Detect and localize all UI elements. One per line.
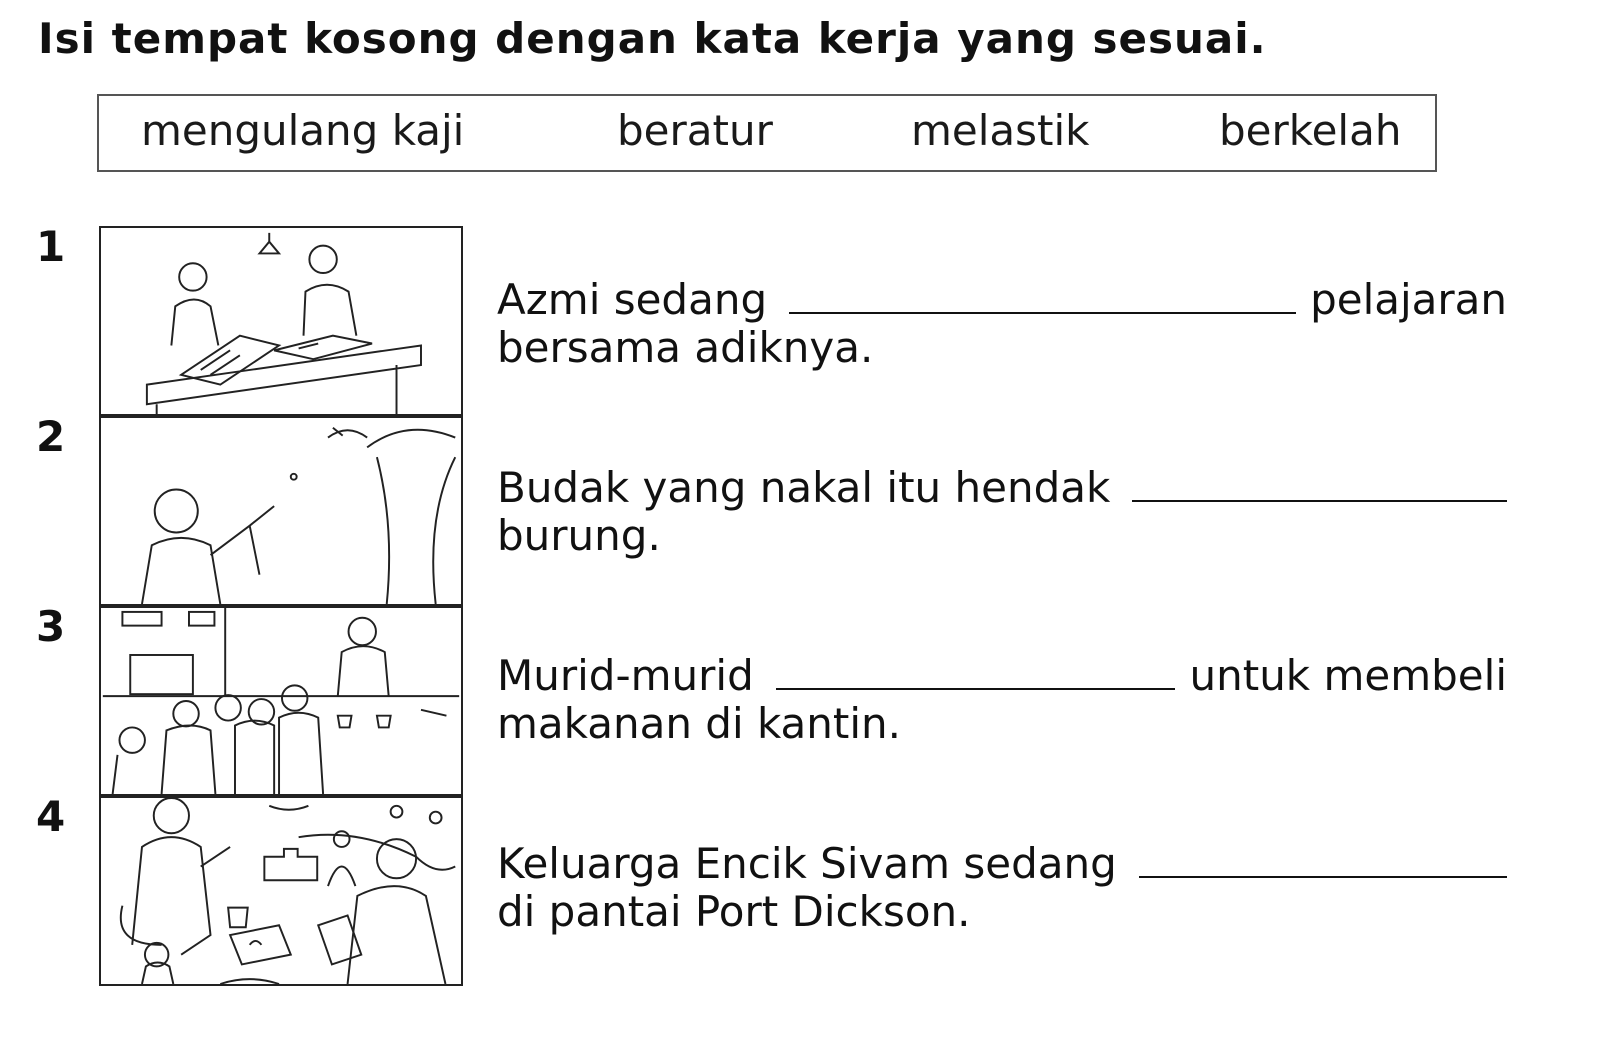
answer-blank[interactable]: [789, 282, 1296, 314]
illustration-canteen-queue: [99, 606, 463, 796]
answer-blank[interactable]: [1139, 846, 1507, 878]
word-bank: [97, 94, 1437, 172]
sentence-text: Murid-murid: [497, 651, 754, 700]
question-number: 1: [36, 222, 66, 271]
sentence-text: untuk membeli: [1189, 651, 1507, 700]
question-sentence: [497, 276, 1507, 372]
question-sentence: [497, 464, 1507, 560]
sentence-text: di pantai Port Dickson.: [497, 887, 971, 936]
word-bank-item: beratur: [617, 106, 773, 155]
word-bank-item: mengulang kaji: [141, 106, 465, 155]
illustration-study: [99, 226, 463, 416]
question-sentence: [497, 840, 1507, 936]
question-sentence: [497, 652, 1507, 748]
answer-blank[interactable]: [776, 658, 1176, 690]
illustration-picnic: [99, 796, 463, 986]
sentence-text: pelajaran: [1310, 275, 1507, 324]
word-bank-item: melastik: [911, 106, 1090, 155]
sentence-text: burung.: [497, 511, 661, 560]
sentence-text: Keluarga Encik Sivam sedang: [497, 839, 1117, 888]
question-number: 4: [36, 792, 66, 841]
sentence-text: makanan di kantin.: [497, 699, 902, 748]
sentence-text: Azmi sedang: [497, 275, 768, 324]
word-bank-item: berkelah: [1219, 106, 1402, 155]
sentence-text: Budak yang nakal itu hendak: [497, 463, 1111, 512]
question-number: 3: [36, 602, 66, 651]
instruction-heading: Isi tempat kosong dengan kata kerja yang sesuai.: [38, 14, 1267, 63]
question-number: 2: [36, 412, 66, 461]
sentence-text: bersama adiknya.: [497, 323, 874, 372]
answer-blank[interactable]: [1132, 470, 1507, 502]
illustration-catapult: [99, 416, 463, 606]
